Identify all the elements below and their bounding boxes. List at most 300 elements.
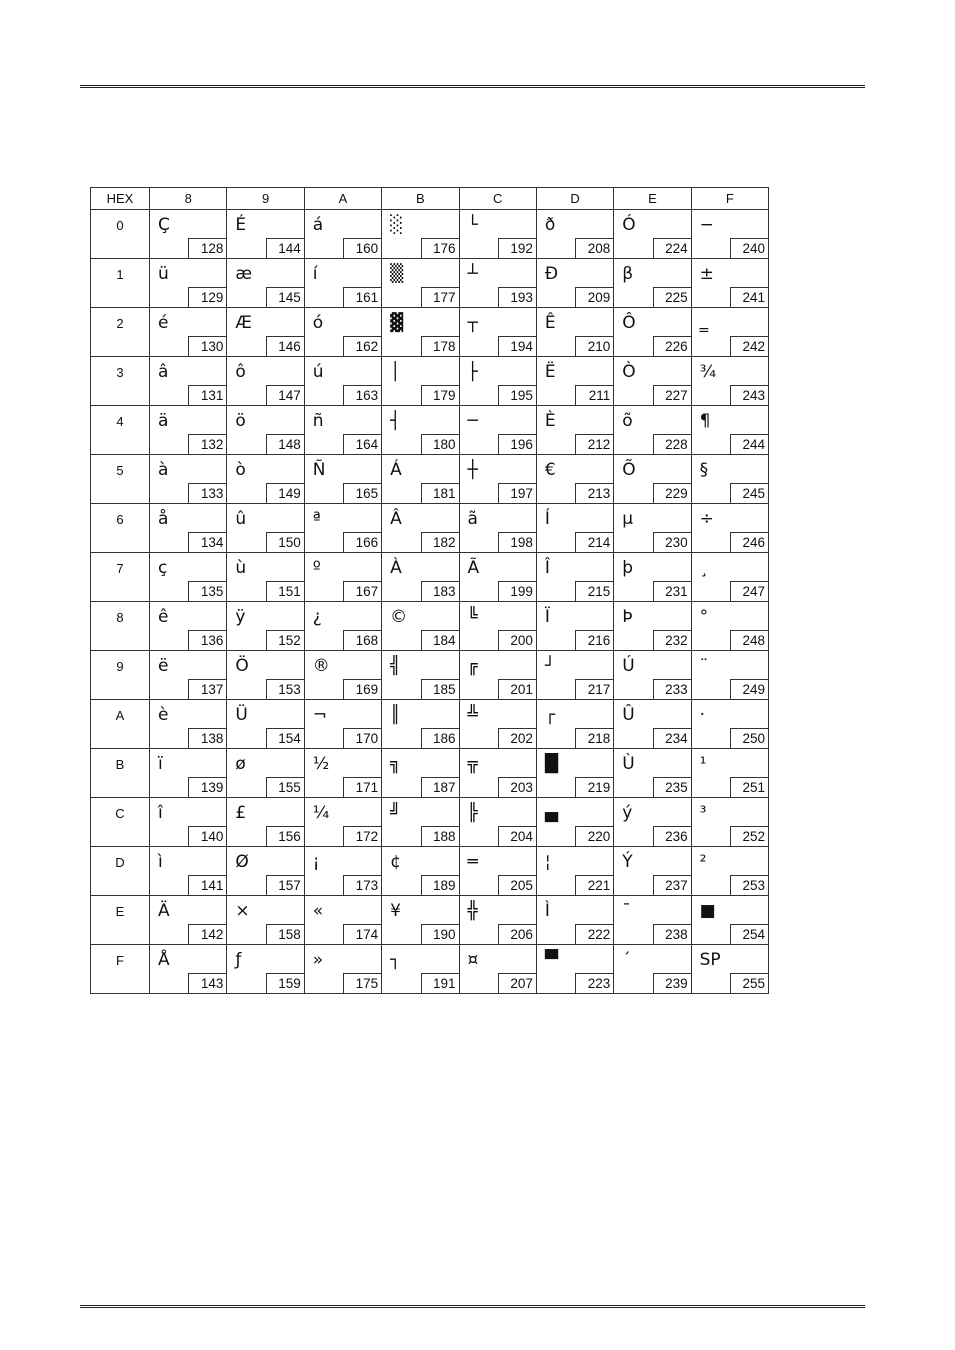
character-glyph: Å: [158, 950, 170, 970]
decimal-code: 128: [188, 238, 226, 258]
character-cell: [304, 798, 381, 847]
decimal-code: 204: [498, 826, 536, 846]
character-glyph: │: [390, 362, 401, 382]
character-cell: [614, 259, 691, 308]
decimal-code: 200: [498, 630, 536, 650]
character-cell: [150, 357, 227, 406]
table-row: [91, 847, 769, 896]
decimal-code: 146: [266, 336, 304, 356]
decimal-code: 246: [730, 532, 768, 552]
character-cell: [459, 651, 536, 700]
decimal-code: 183: [421, 581, 459, 601]
table-row: [91, 945, 769, 994]
column-header-row: [91, 188, 769, 210]
decimal-code: 252: [730, 826, 768, 846]
character-cell: [459, 259, 536, 308]
decimal-code: 255: [730, 973, 768, 993]
character-cell: [459, 406, 536, 455]
column-header: 8: [150, 188, 227, 210]
character-cell: [150, 406, 227, 455]
decimal-code: 186: [421, 728, 459, 748]
character-cell: [150, 896, 227, 945]
row-hex-label: 8: [91, 602, 150, 651]
character-glyph: ─: [467, 411, 478, 431]
character-glyph: û: [235, 509, 247, 529]
character-cell: [614, 945, 691, 994]
character-glyph: î: [158, 803, 163, 823]
row-hex-label: 2: [91, 308, 150, 357]
character-cell: [536, 406, 613, 455]
decimal-code: 151: [266, 581, 304, 601]
decimal-code: 196: [498, 434, 536, 454]
character-glyph: º: [312, 558, 321, 578]
character-glyph: Ø: [235, 852, 249, 872]
decimal-code: 165: [343, 483, 381, 503]
character-glyph: ç: [158, 558, 168, 578]
character-glyph: ©: [390, 607, 408, 627]
decimal-code: 229: [653, 483, 691, 503]
character-cell: [614, 700, 691, 749]
table-row: [91, 651, 769, 700]
table-row: [91, 259, 769, 308]
decimal-code: 153: [266, 679, 304, 699]
column-header: 9: [227, 188, 304, 210]
bottom-rule: [80, 1305, 865, 1308]
character-cell: [382, 259, 459, 308]
decimal-code: 217: [575, 679, 613, 699]
character-cell: [304, 504, 381, 553]
character-cell: [150, 308, 227, 357]
character-glyph: °: [699, 607, 709, 627]
character-cell: [536, 798, 613, 847]
decimal-code: 171: [343, 777, 381, 797]
decimal-code: 134: [188, 532, 226, 552]
character-cell: [227, 357, 304, 406]
decimal-code: 240: [730, 238, 768, 258]
decimal-code: 191: [421, 973, 459, 993]
character-glyph: Ô: [622, 313, 636, 333]
character-glyph: ´: [622, 950, 631, 970]
decimal-code: 232: [653, 630, 691, 650]
character-glyph: ¾: [699, 362, 717, 382]
character-glyph: ╩: [467, 705, 478, 725]
character-glyph: «: [312, 901, 324, 921]
character-cell: [382, 406, 459, 455]
table-row: [91, 455, 769, 504]
decimal-code: 233: [653, 679, 691, 699]
character-cell: [614, 602, 691, 651]
character-glyph: SP: [699, 950, 721, 970]
character-cell: [536, 749, 613, 798]
decimal-code: 184: [421, 630, 459, 650]
character-glyph: β: [622, 264, 634, 284]
character-glyph: ┼: [467, 460, 478, 480]
character-cell: [227, 847, 304, 896]
character-cell: [150, 259, 227, 308]
character-glyph: å: [158, 509, 169, 529]
character-glyph: ã: [467, 509, 478, 529]
character-cell: [536, 700, 613, 749]
decimal-code: 137: [188, 679, 226, 699]
decimal-code: 158: [266, 924, 304, 944]
character-cell: [536, 651, 613, 700]
character-cell: [459, 602, 536, 651]
decimal-code: 231: [653, 581, 691, 601]
decimal-code: 188: [421, 826, 459, 846]
character-glyph: Ñ: [312, 460, 326, 480]
decimal-code: 159: [266, 973, 304, 993]
character-cell: [304, 455, 381, 504]
character-glyph: Ä: [158, 901, 170, 921]
character-glyph: ▄: [544, 803, 558, 823]
character-cell: [227, 406, 304, 455]
character-cell: [459, 798, 536, 847]
character-cell: [691, 798, 768, 847]
character-cell: [150, 553, 227, 602]
hex-header: HEX: [91, 188, 150, 210]
decimal-code: 179: [421, 385, 459, 405]
character-glyph: ë: [158, 656, 169, 676]
character-cell: [382, 504, 459, 553]
decimal-code: 161: [343, 287, 381, 307]
row-hex-label: 3: [91, 357, 150, 406]
decimal-code: 237: [653, 875, 691, 895]
character-cell: [459, 553, 536, 602]
character-glyph: Í: [544, 509, 550, 529]
row-hex-label: 1: [91, 259, 150, 308]
character-glyph: ®: [312, 656, 330, 676]
character-cell: [536, 847, 613, 896]
decimal-code: 221: [575, 875, 613, 895]
character-glyph: Ù: [622, 754, 635, 774]
character-cell: [150, 210, 227, 259]
decimal-code: 142: [188, 924, 226, 944]
decimal-code: 169: [343, 679, 381, 699]
character-glyph: ┤: [390, 411, 401, 431]
character-cell: [227, 210, 304, 259]
character-glyph: €: [544, 460, 556, 480]
decimal-code: 239: [653, 973, 691, 993]
character-glyph: Û: [622, 705, 635, 725]
character-cell: [227, 259, 304, 308]
character-glyph: Ï: [544, 607, 550, 627]
table-row: [91, 553, 769, 602]
decimal-code: 132: [188, 434, 226, 454]
character-glyph: ╬: [467, 901, 478, 921]
decimal-code: 234: [653, 728, 691, 748]
character-cell: [150, 455, 227, 504]
row-hex-label: A: [91, 700, 150, 749]
decimal-code: 201: [498, 679, 536, 699]
decimal-code: 167: [343, 581, 381, 601]
character-cell: [614, 357, 691, 406]
character-cell: [536, 602, 613, 651]
character-glyph: ┌: [544, 705, 556, 725]
decimal-code: 138: [188, 728, 226, 748]
character-cell: [227, 896, 304, 945]
character-cell: [227, 455, 304, 504]
decimal-code: 136: [188, 630, 226, 650]
character-glyph: À: [390, 558, 402, 578]
character-glyph: ì: [158, 852, 163, 872]
character-cell: [459, 210, 536, 259]
character-glyph: ╠: [467, 803, 478, 823]
character-cell: [691, 357, 768, 406]
character-glyph: ╦: [467, 754, 478, 774]
decimal-code: 250: [730, 728, 768, 748]
character-cell: [304, 406, 381, 455]
character-cell: [691, 406, 768, 455]
character-cell: [227, 798, 304, 847]
character-cell: [614, 455, 691, 504]
character-glyph: á: [312, 215, 324, 235]
decimal-code: 163: [343, 385, 381, 405]
character-cell: [614, 504, 691, 553]
character-cell: [614, 406, 691, 455]
decimal-code: 207: [498, 973, 536, 993]
character-cell: [304, 896, 381, 945]
table-row: [91, 798, 769, 847]
column-header: C: [459, 188, 536, 210]
character-cell: [304, 210, 381, 259]
character-glyph: Æ: [235, 313, 252, 333]
character-cell: [382, 798, 459, 847]
character-cell: [304, 700, 381, 749]
character-glyph: £: [235, 803, 247, 823]
table-row: [91, 210, 769, 259]
character-cell: [536, 210, 613, 259]
character-glyph: ¿: [312, 607, 322, 627]
decimal-code: 189: [421, 875, 459, 895]
decimal-code: 185: [421, 679, 459, 699]
decimal-code: 236: [653, 826, 691, 846]
character-cell: [304, 945, 381, 994]
character-glyph: ╔: [467, 656, 478, 676]
decimal-code: 152: [266, 630, 304, 650]
decimal-code: 160: [343, 238, 381, 258]
decimal-code: 135: [188, 581, 226, 601]
decimal-code: 140: [188, 826, 226, 846]
decimal-code: 150: [266, 532, 304, 552]
decimal-code: 149: [266, 483, 304, 503]
character-glyph: §: [699, 460, 709, 480]
character-glyph: ƒ: [235, 950, 242, 970]
character-cell: [459, 504, 536, 553]
decimal-code: 211: [575, 385, 613, 405]
character-cell: [614, 798, 691, 847]
character-glyph: ñ: [312, 411, 324, 431]
character-glyph: í: [312, 264, 318, 284]
character-glyph: Î: [544, 558, 550, 578]
character-glyph: é: [158, 313, 169, 333]
character-glyph: ║: [390, 705, 401, 725]
row-hex-label: 5: [91, 455, 150, 504]
character-cell: [536, 308, 613, 357]
character-glyph: ┐: [390, 950, 401, 970]
character-cell: [536, 357, 613, 406]
character-glyph: Ì: [544, 901, 550, 921]
table-row: [91, 896, 769, 945]
character-cell: [382, 357, 459, 406]
character-glyph: Ã: [467, 558, 480, 578]
decimal-code: 199: [498, 581, 536, 601]
decimal-code: 209: [575, 287, 613, 307]
character-glyph: ¢: [390, 852, 401, 872]
character-cell: [691, 259, 768, 308]
decimal-code: 254: [730, 924, 768, 944]
character-glyph: ä: [158, 411, 169, 431]
character-cell: [227, 553, 304, 602]
character-glyph: ┴: [467, 264, 478, 284]
character-cell: [536, 553, 613, 602]
decimal-code: 247: [730, 581, 768, 601]
table-row: [91, 602, 769, 651]
character-glyph: ¼: [312, 803, 330, 823]
character-glyph: ù: [235, 558, 247, 578]
row-hex-label: C: [91, 798, 150, 847]
character-glyph: ó: [312, 313, 324, 333]
character-cell: [382, 945, 459, 994]
character-cell: [150, 847, 227, 896]
decimal-code: 144: [266, 238, 304, 258]
decimal-code: 175: [343, 973, 381, 993]
character-glyph: ²: [699, 852, 707, 872]
decimal-code: 243: [730, 385, 768, 405]
decimal-code: 164: [343, 434, 381, 454]
character-cell: [382, 308, 459, 357]
row-hex-label: 9: [91, 651, 150, 700]
character-cell: [691, 602, 768, 651]
character-cell: [691, 651, 768, 700]
decimal-code: 141: [188, 875, 226, 895]
decimal-code: 230: [653, 532, 691, 552]
decimal-code: 218: [575, 728, 613, 748]
character-cell: [150, 749, 227, 798]
character-glyph: É: [235, 215, 247, 235]
row-hex-label: F: [91, 945, 150, 994]
character-cell: [459, 455, 536, 504]
character-cell: [150, 798, 227, 847]
decimal-code: 172: [343, 826, 381, 846]
character-cell: [459, 357, 536, 406]
decimal-code: 198: [498, 532, 536, 552]
character-cell: [304, 602, 381, 651]
character-cell: [614, 553, 691, 602]
decimal-code: 206: [498, 924, 536, 944]
table-row: [91, 357, 769, 406]
character-glyph: ┬: [467, 313, 478, 333]
character-glyph: Ý: [622, 852, 633, 872]
decimal-code: 195: [498, 385, 536, 405]
decimal-code: 133: [188, 483, 226, 503]
character-cell: [150, 504, 227, 553]
decimal-code: 192: [498, 238, 536, 258]
character-cell: [536, 896, 613, 945]
character-cell: [614, 749, 691, 798]
decimal-code: 235: [653, 777, 691, 797]
character-cell: [691, 308, 768, 357]
row-hex-label: 7: [91, 553, 150, 602]
character-glyph: ¸: [699, 558, 709, 578]
character-cell: [304, 847, 381, 896]
decimal-code: 253: [730, 875, 768, 895]
column-header: D: [536, 188, 613, 210]
character-glyph: ·: [699, 705, 706, 725]
character-glyph: ▀: [544, 950, 558, 970]
decimal-code: 182: [421, 532, 459, 552]
decimal-code: 212: [575, 434, 613, 454]
character-cell: [459, 896, 536, 945]
character-glyph: Ò: [622, 362, 636, 382]
row-hex-label: 4: [91, 406, 150, 455]
character-glyph: ¤: [467, 950, 479, 970]
character-glyph: à: [158, 460, 169, 480]
character-cell: [227, 308, 304, 357]
decimal-code: 178: [421, 336, 459, 356]
decimal-code: 248: [730, 630, 768, 650]
character-cell: [382, 553, 459, 602]
character-cell: [227, 504, 304, 553]
character-glyph: Â: [390, 509, 402, 529]
character-glyph: ö: [235, 411, 246, 431]
character-cell: [614, 651, 691, 700]
decimal-code: 157: [266, 875, 304, 895]
decimal-code: 223: [575, 973, 613, 993]
character-cell: [150, 700, 227, 749]
character-cell: [382, 210, 459, 259]
character-glyph: ¹: [699, 754, 707, 774]
character-cell: [691, 749, 768, 798]
row-hex-label: B: [91, 749, 150, 798]
character-glyph: ô: [235, 362, 246, 382]
decimal-code: 220: [575, 826, 613, 846]
decimal-code: 180: [421, 434, 459, 454]
character-glyph: ¥: [390, 901, 401, 921]
character-glyph: ø: [235, 754, 246, 774]
character-cell: [691, 700, 768, 749]
decimal-code: 205: [498, 875, 536, 895]
character-glyph: └: [467, 215, 478, 235]
decimal-code: 166: [343, 532, 381, 552]
character-cell: [536, 455, 613, 504]
character-glyph: ×: [235, 901, 250, 921]
character-glyph: ÷: [699, 509, 714, 529]
decimal-code: 129: [188, 287, 226, 307]
character-cell: [150, 602, 227, 651]
character-cell: [459, 945, 536, 994]
decimal-code: 145: [266, 287, 304, 307]
character-glyph: ú: [312, 362, 324, 382]
character-cell: [227, 651, 304, 700]
character-cell: [382, 749, 459, 798]
character-cell: [691, 945, 768, 994]
character-glyph: ▓: [390, 313, 404, 333]
character-glyph: ª: [312, 509, 321, 529]
character-cell: [614, 308, 691, 357]
character-glyph: ¶: [699, 411, 711, 431]
character-glyph: ¬: [312, 705, 327, 725]
decimal-code: 139: [188, 777, 226, 797]
character-cell: [536, 945, 613, 994]
row-hex-label: 0: [91, 210, 150, 259]
character-glyph: Ç: [158, 215, 170, 235]
table-row: [91, 308, 769, 357]
character-cell: [459, 847, 536, 896]
character-glyph: ╗: [390, 754, 401, 774]
character-glyph: ±: [699, 264, 714, 284]
decimal-code: 215: [575, 581, 613, 601]
character-glyph: ═: [467, 852, 478, 872]
